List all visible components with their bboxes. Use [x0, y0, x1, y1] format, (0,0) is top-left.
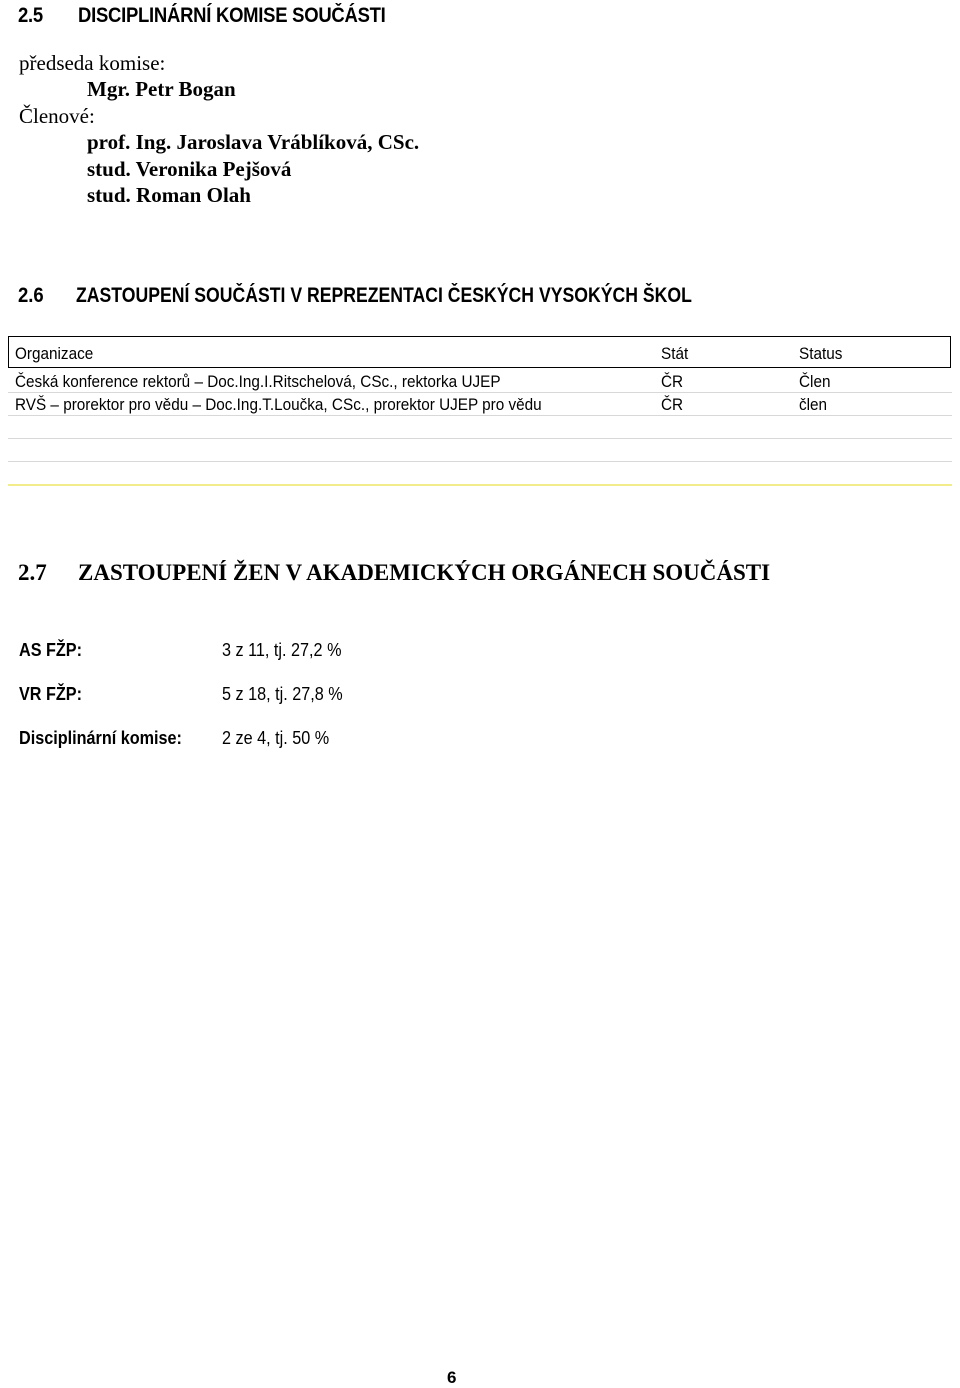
member-item: prof. Ing. Jaroslava Vráblíková, CSc.	[87, 130, 420, 154]
stat-value-vr: 5 z 18, tj. 27,8 %	[222, 684, 343, 704]
section-26-number: 2.6	[18, 284, 44, 307]
table-header-organizace: Organizace	[15, 344, 94, 363]
table-row-divider	[8, 392, 952, 393]
section-25-number: 2.5	[18, 4, 43, 27]
table-cell-organizace: RVŠ – prorektor pro vědu – Doc.Ing.T.Loučka, CSc., prorektor UJEP pro vědu	[15, 395, 542, 414]
stat-label-disciplinary: Disciplinární komise:	[19, 728, 182, 748]
section-27-number: 2.7	[18, 560, 47, 585]
table-row-divider	[8, 415, 952, 416]
table-cell-stat: ČR	[661, 395, 684, 414]
page-number: 6	[447, 1368, 457, 1387]
table-cell-stat: ČR	[661, 372, 684, 391]
member-item: stud. Veronika Pejšová	[87, 157, 292, 181]
members-label: Členové:	[19, 104, 95, 128]
member-item: stud. Roman Olah	[87, 183, 251, 207]
table-empty-row-divider	[8, 461, 952, 462]
stat-label-vr: VR FŽP:	[19, 684, 82, 704]
table-header-status: Status	[799, 344, 843, 363]
section-27-title: ZASTOUPENÍ ŽEN V AKADEMICKÝCH ORGÁNECH SOUČÁSTI	[78, 560, 771, 585]
table-cell-organizace: Česká konference rektorů – Doc.Ing.I.Ritschelová, CSc., rektorka UJEP	[15, 372, 501, 391]
table-cell-status: Člen	[799, 372, 831, 391]
table-empty-row-divider	[8, 438, 952, 439]
table-bottom-border	[8, 484, 952, 486]
stat-label-as: AS FŽP:	[19, 640, 82, 660]
chair-name: Mgr. Petr Bogan	[87, 77, 236, 101]
table-header-stat: Stát	[661, 344, 689, 363]
section-26-title: ZASTOUPENÍ SOUČÁSTI V REPREZENTACI ČESKÝCH VYSOKÝCH ŠKOL	[76, 284, 692, 307]
stat-value-disciplinary: 2 ze 4, tj. 50 %	[222, 728, 330, 748]
table-cell-status: člen	[799, 395, 828, 414]
stat-value-as: 3 z 11, tj. 27,2 %	[222, 640, 342, 660]
chair-label: předseda komise:	[19, 51, 166, 75]
section-25-title: DISCIPLINÁRNÍ KOMISE SOUČÁSTI	[78, 4, 386, 27]
